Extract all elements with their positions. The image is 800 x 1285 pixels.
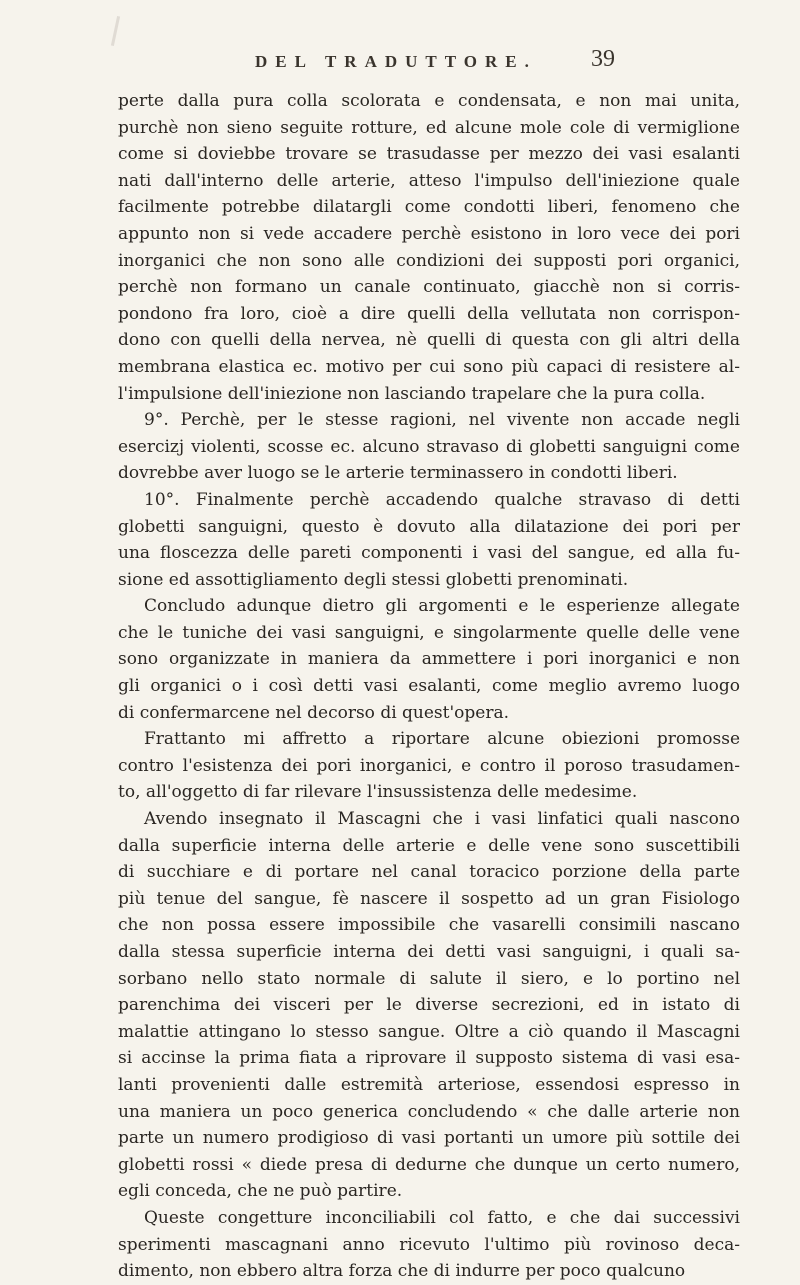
text-line: Frattanto mi affretto a riportare alcune obiezioni promosse <box>144 729 740 750</box>
text-line: che le tuniche dei vasi sanguigni, e singolarmente quelle delle vene <box>118 622 740 643</box>
ink-smudge <box>111 16 120 46</box>
text-line: gli organici o i così detti vasi esalanti, come meglio avremo luogo <box>118 676 740 697</box>
text-line: purchè non sieno seguite rotture, ed alcune mole cole di vermiglione <box>118 117 740 138</box>
text-line: 9°. Perchè, per le stesse ragioni, nel vivente non accade negli <box>144 410 740 431</box>
text-line: perte dalla pura colla scolorata e condensata, e non mai unita, <box>118 91 740 111</box>
text-line: parte un numero prodigioso di vasi portanti un umore più sottile dei <box>118 1128 740 1149</box>
text-line: to, all'oggetto di far rilevare l'insussistenza delle medesime. <box>118 782 638 803</box>
text-line: membrana elastica ec. motivo per cui sono più capaci di resistere al- <box>118 356 740 377</box>
text-line: globetti sanguigni, questo è dovuto alla dilatazione dei pori per <box>118 516 740 537</box>
text-line: globetti rossi « diede presa di dedurne che dunque un certo numero, <box>118 1154 740 1175</box>
text-line: dono con quelli della nervea, nè quelli di questa con gli altri della <box>118 330 740 351</box>
text-line: dalla stessa superficie interna dei detti vasi sanguigni, i quali sa- <box>118 942 740 962</box>
text-line: parenchima dei visceri per le diverse secrezioni, ed in istato di <box>118 995 740 1016</box>
text-line: sperimenti mascagnani anno ricevuto l'ultimo più rovinoso deca- <box>118 1234 740 1255</box>
text-line: una maniera un poco generica concludendo « che dalle arterie non <box>118 1101 740 1122</box>
text-line: come si doviebbe trovare se trasudasse per mezzo dei vasi esalanti <box>118 144 740 165</box>
text-line: appunto non si vede accadere perchè esistono in loro vece dei pori <box>118 223 740 244</box>
text-line: Avendo insegnato il Mascagni che i vasi linfatici quali nascono <box>144 809 740 830</box>
text-line: perchè non formano un canale continuato, giacchè non si corris- <box>118 277 740 298</box>
body-text <box>118 88 740 1285</box>
text-line: di confermarcene nel decorso di quest'opera. <box>118 702 510 723</box>
text-line: pondono fra loro, cioè a dire quelli della vellutata non corrispon- <box>118 303 740 324</box>
text-line: Concludo adunque dietro gli argomenti e le esperienze allegate <box>144 596 740 617</box>
text-line: contro l'esistenza dei pori inorganici, e contro il poroso trasudamen- <box>118 755 740 776</box>
text-line: che non possa essere impossibile che vasarelli consimili nascano <box>118 915 740 936</box>
text-line: esercizj violenti, scosse ec. alcuno stravaso di globetti sanguigni come <box>118 436 740 457</box>
text-line: sono organizzate in maniera da ammettere i pori inorganici e non <box>118 649 740 670</box>
text-line: dimento, non ebbero altra forza che di indurre per poco qualcuno <box>118 1261 686 1282</box>
text-line: malattie attingano lo stesso sangue. Oltre a ciò quando il Mascagni <box>118 1021 740 1042</box>
text-line: lanti provenienti dalle estremità arteriose, essendosi espresso in <box>118 1074 740 1095</box>
text-line: inorganici che non sono alle condizioni dei supposti pori organici, <box>118 250 740 271</box>
text-line: una floscezza delle pareti componenti i vasi del sangue, ed alla fu- <box>118 543 740 564</box>
text-line: l'impulsione dell'iniezione non lasciando trapelare che la pura colla. <box>118 383 706 404</box>
text-line: facilmente potrebbe dilatargli come condotti liberi, fenomeno che <box>118 197 740 218</box>
text-line: 10°. Finalmente perchè accadendo qualche stravaso di detti <box>144 489 740 510</box>
text-line: egli conceda, che ne può partire. <box>118 1181 403 1202</box>
text-line: nati dall'interno delle arterie, atteso l'impulso dell'iniezione quale <box>118 170 740 191</box>
running-head: DEL TRADUTTORE. <box>255 52 537 71</box>
text-line: si accinse la prima fiata a riprovare il supposto sistema di vasi esa- <box>118 1048 740 1069</box>
text-line: Queste congetture inconciliabili col fatto, e che dai successivi <box>144 1207 740 1228</box>
text-line: dalla superficie interna delle arterie e delle vene sono suscettibili <box>118 835 740 856</box>
page-header <box>195 40 615 80</box>
text-line: sorbano nello stato normale di salute il siero, e lo portino nel <box>118 968 740 989</box>
text-line: sione ed assottigliamento degli stessi globetti prenominati. <box>118 569 629 590</box>
text-line: di succhiare e di portare nel canal toracico porzione della parte <box>118 862 740 883</box>
text-line: più tenue del sangue, fè nascere il sospetto ad un gran Fisiologo <box>118 888 740 909</box>
page-number: 39 <box>591 46 615 72</box>
text-line: dovrebbe aver luogo se le arterie terminassero in condotti liberi. <box>118 463 678 484</box>
